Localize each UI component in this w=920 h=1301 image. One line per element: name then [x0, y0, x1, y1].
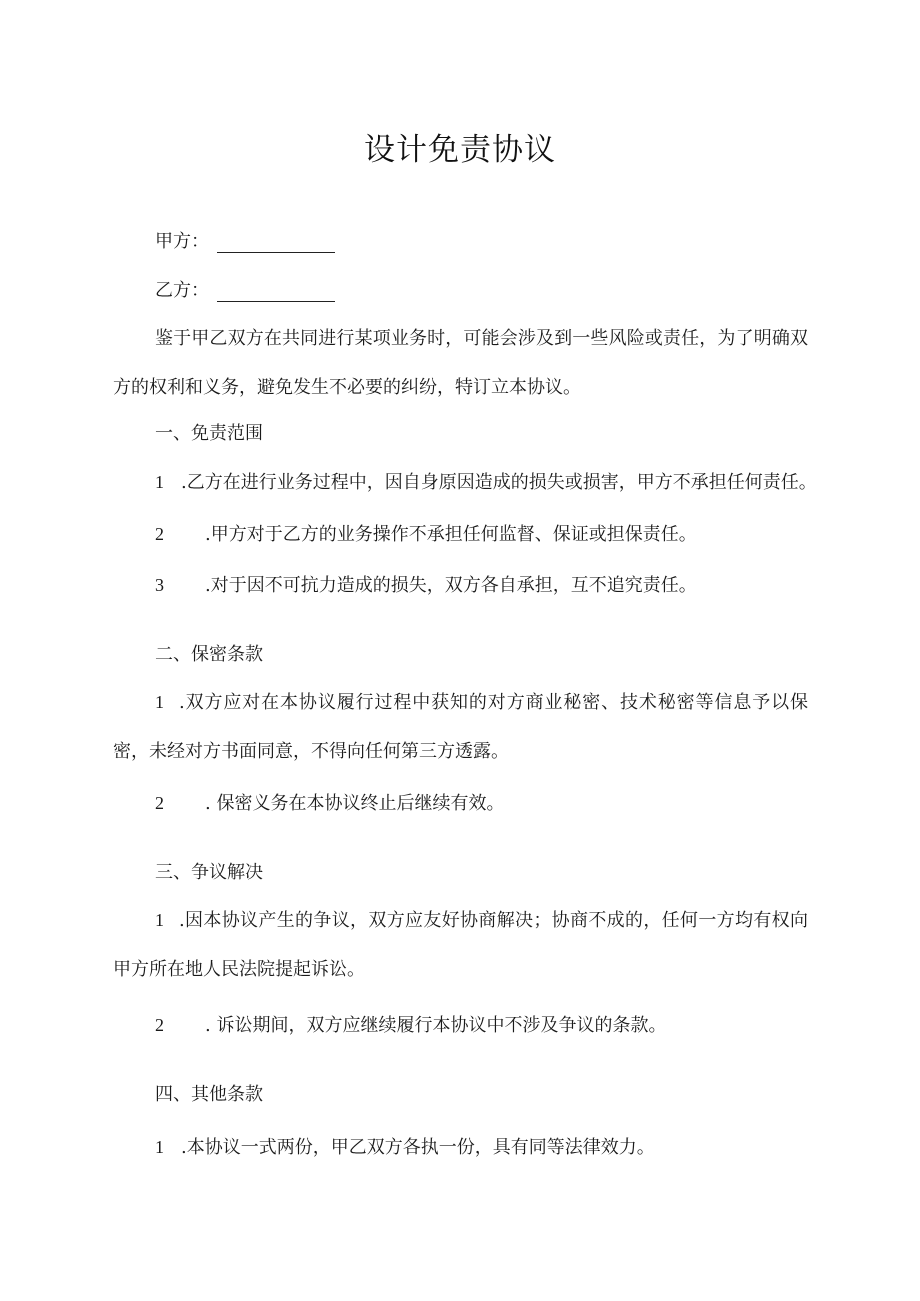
- document-title: 设计免责协议: [364, 132, 556, 168]
- clause-item: [155, 521, 697, 548]
- clause-text: .乙方在进行业务过程中，因自身原因造成的损失或损害，甲方不承担任何责任。: [181, 472, 817, 493]
- clause-text: . 保密义务在本协议终止后继续有效。: [205, 793, 505, 814]
- clause-number: 2: [155, 524, 164, 544]
- clause-number: 1: [155, 1137, 164, 1157]
- clause-number: 1: [155, 472, 164, 492]
- clause-number: 2: [155, 793, 164, 813]
- clause-number: 2: [155, 1015, 164, 1035]
- party-a-line: [155, 229, 335, 255]
- clause-text: .因本协议产生的争议，双方应友好协商解决；协商不成的，任何一方均有权向甲方所在地人民法院提起诉讼。: [113, 910, 808, 980]
- clause-text: .甲方对于乙方的业务操作不承担任何监督、保证或担保责任。: [205, 524, 697, 545]
- section-heading: 三、争议解决: [155, 862, 263, 883]
- preamble-paragraph: 鉴于甲乙双方在共同进行某项业务时，可能会涉及到一些风险或责任，为了明确双方的权利和义务，避免发生不必要的纠纷，特订立本协议。: [113, 328, 808, 398]
- section-heading: 一、免责范围: [155, 423, 263, 444]
- section-heading: 二、保密条款: [155, 644, 263, 665]
- clause-paragraph: [113, 896, 808, 994]
- party-b-label: 乙方：: [155, 280, 209, 301]
- clause-number: 1: [155, 692, 164, 712]
- party-a-blank: [217, 232, 335, 253]
- clause-item: [155, 1134, 655, 1161]
- clause-text: . 诉讼期间，双方应继续履行本协议中不涉及争议的条款。: [205, 1015, 667, 1036]
- clause-text: .对于因不可抗力造成的损失，双方各自承担，互不追究责任。: [205, 575, 697, 596]
- party-a-label: 甲方：: [155, 231, 209, 252]
- clause-item: [155, 469, 817, 496]
- party-b-line: [155, 278, 335, 304]
- clause-item: [155, 790, 504, 817]
- clause-text: .本协议一式两份，甲乙双方各执一份，具有同等法律效力。: [181, 1137, 655, 1158]
- party-b-blank: [217, 281, 335, 302]
- clause-text: .双方应对在本协议履行过程中获知的对方商业秘密、技术秘密等信息予以保密，未经对方书面同意，不得向任何第三方透露。: [113, 692, 808, 762]
- clause-item: [155, 572, 697, 599]
- clause-number: 1: [155, 910, 164, 930]
- clause-item: [155, 1012, 666, 1039]
- section-heading: 四、其他条款: [155, 1084, 263, 1105]
- clause-paragraph: [113, 678, 808, 776]
- clause-number: 3: [155, 575, 164, 595]
